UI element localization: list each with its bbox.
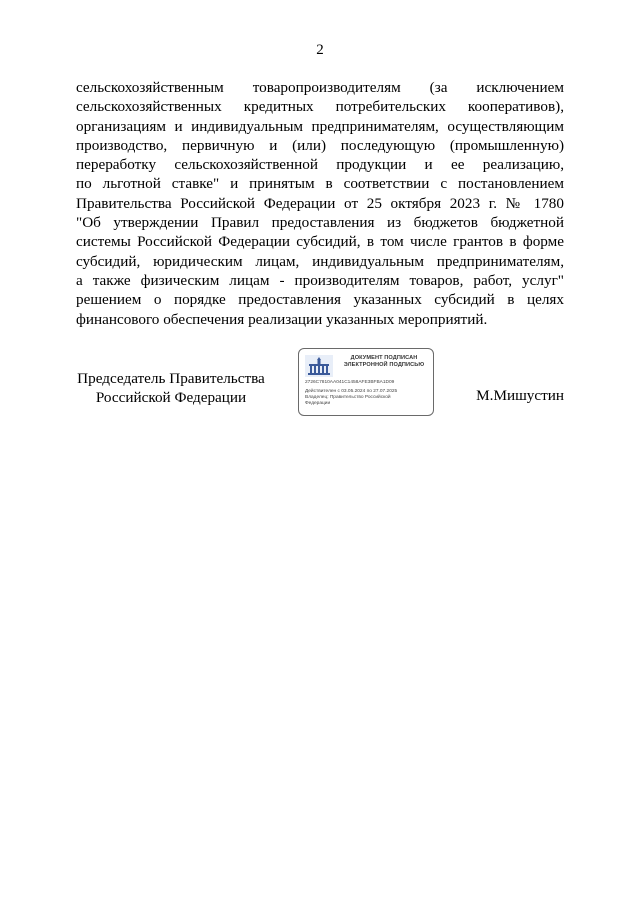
signatory-position-line2: Российской Федерации <box>95 389 247 406</box>
signatory-position-line1: Председатель Правительства <box>77 370 265 387</box>
stamp-certificate: 2726C7810AA041C1458AFE3BFBA1D09 <box>305 380 395 385</box>
body-line: переработку сельскохозяйственной продукции и ее реализацию, <box>76 156 564 174</box>
signatory-position <box>66 369 276 407</box>
body-line: "Об утверждении Правил предоставления из бюджетов бюджетной <box>76 214 564 232</box>
body-line: а также физическим лицам - производителям товаров, работ, услуг" <box>76 271 564 289</box>
body-line: субсидий, юридическим лицам, индивидуальным предпринимателям, <box>76 252 564 270</box>
body-line: по льготной ставке" и принятым в соответствии с постановлением <box>76 175 564 193</box>
page-number: 2 <box>316 42 324 58</box>
stamp-title-line2: ЭЛЕКТРОННОЙ ПОДПИСЬЮ <box>343 362 425 368</box>
stamp-owner-line2: Федерации <box>305 401 331 406</box>
stamp-owner-line1: Владелец: Правительство Российской <box>305 395 391 400</box>
body-line: сельскохозяйственным товаропроизводителям (за исключением <box>76 79 564 96</box>
stamp-title-line1: ДОКУМЕНТ ПОДПИСАН <box>350 355 418 361</box>
body-line: Правительства Российской Федерации от 25 октября 2023 г. № 1780 <box>76 194 564 212</box>
body-line: системы Российской Федерации субсидий, в том числе грантов в форме <box>76 233 564 251</box>
body-line: решением о порядке предоставления указанных субсидий в целях <box>76 291 564 309</box>
body-line: финансового обеспечения реализации указанных мероприятий. <box>76 310 488 328</box>
stamp-validity: Действителен с 03.05.2024 по 27.07.2025 <box>305 389 398 394</box>
electronic-signature-stamp <box>298 348 434 416</box>
body-line: производство, первичную и (или) последующую (промышленную) <box>76 136 564 154</box>
signatory-name: М.Мишустин <box>476 387 564 404</box>
body-line: сельскохозяйственных кредитных потребительских кооперативов), <box>76 98 564 116</box>
body-line: организациям и индивидуальным предпринимателям, осуществляющим <box>76 117 564 135</box>
government-building-icon <box>305 355 333 377</box>
stamp-title <box>337 355 431 369</box>
body-paragraph <box>76 78 564 329</box>
